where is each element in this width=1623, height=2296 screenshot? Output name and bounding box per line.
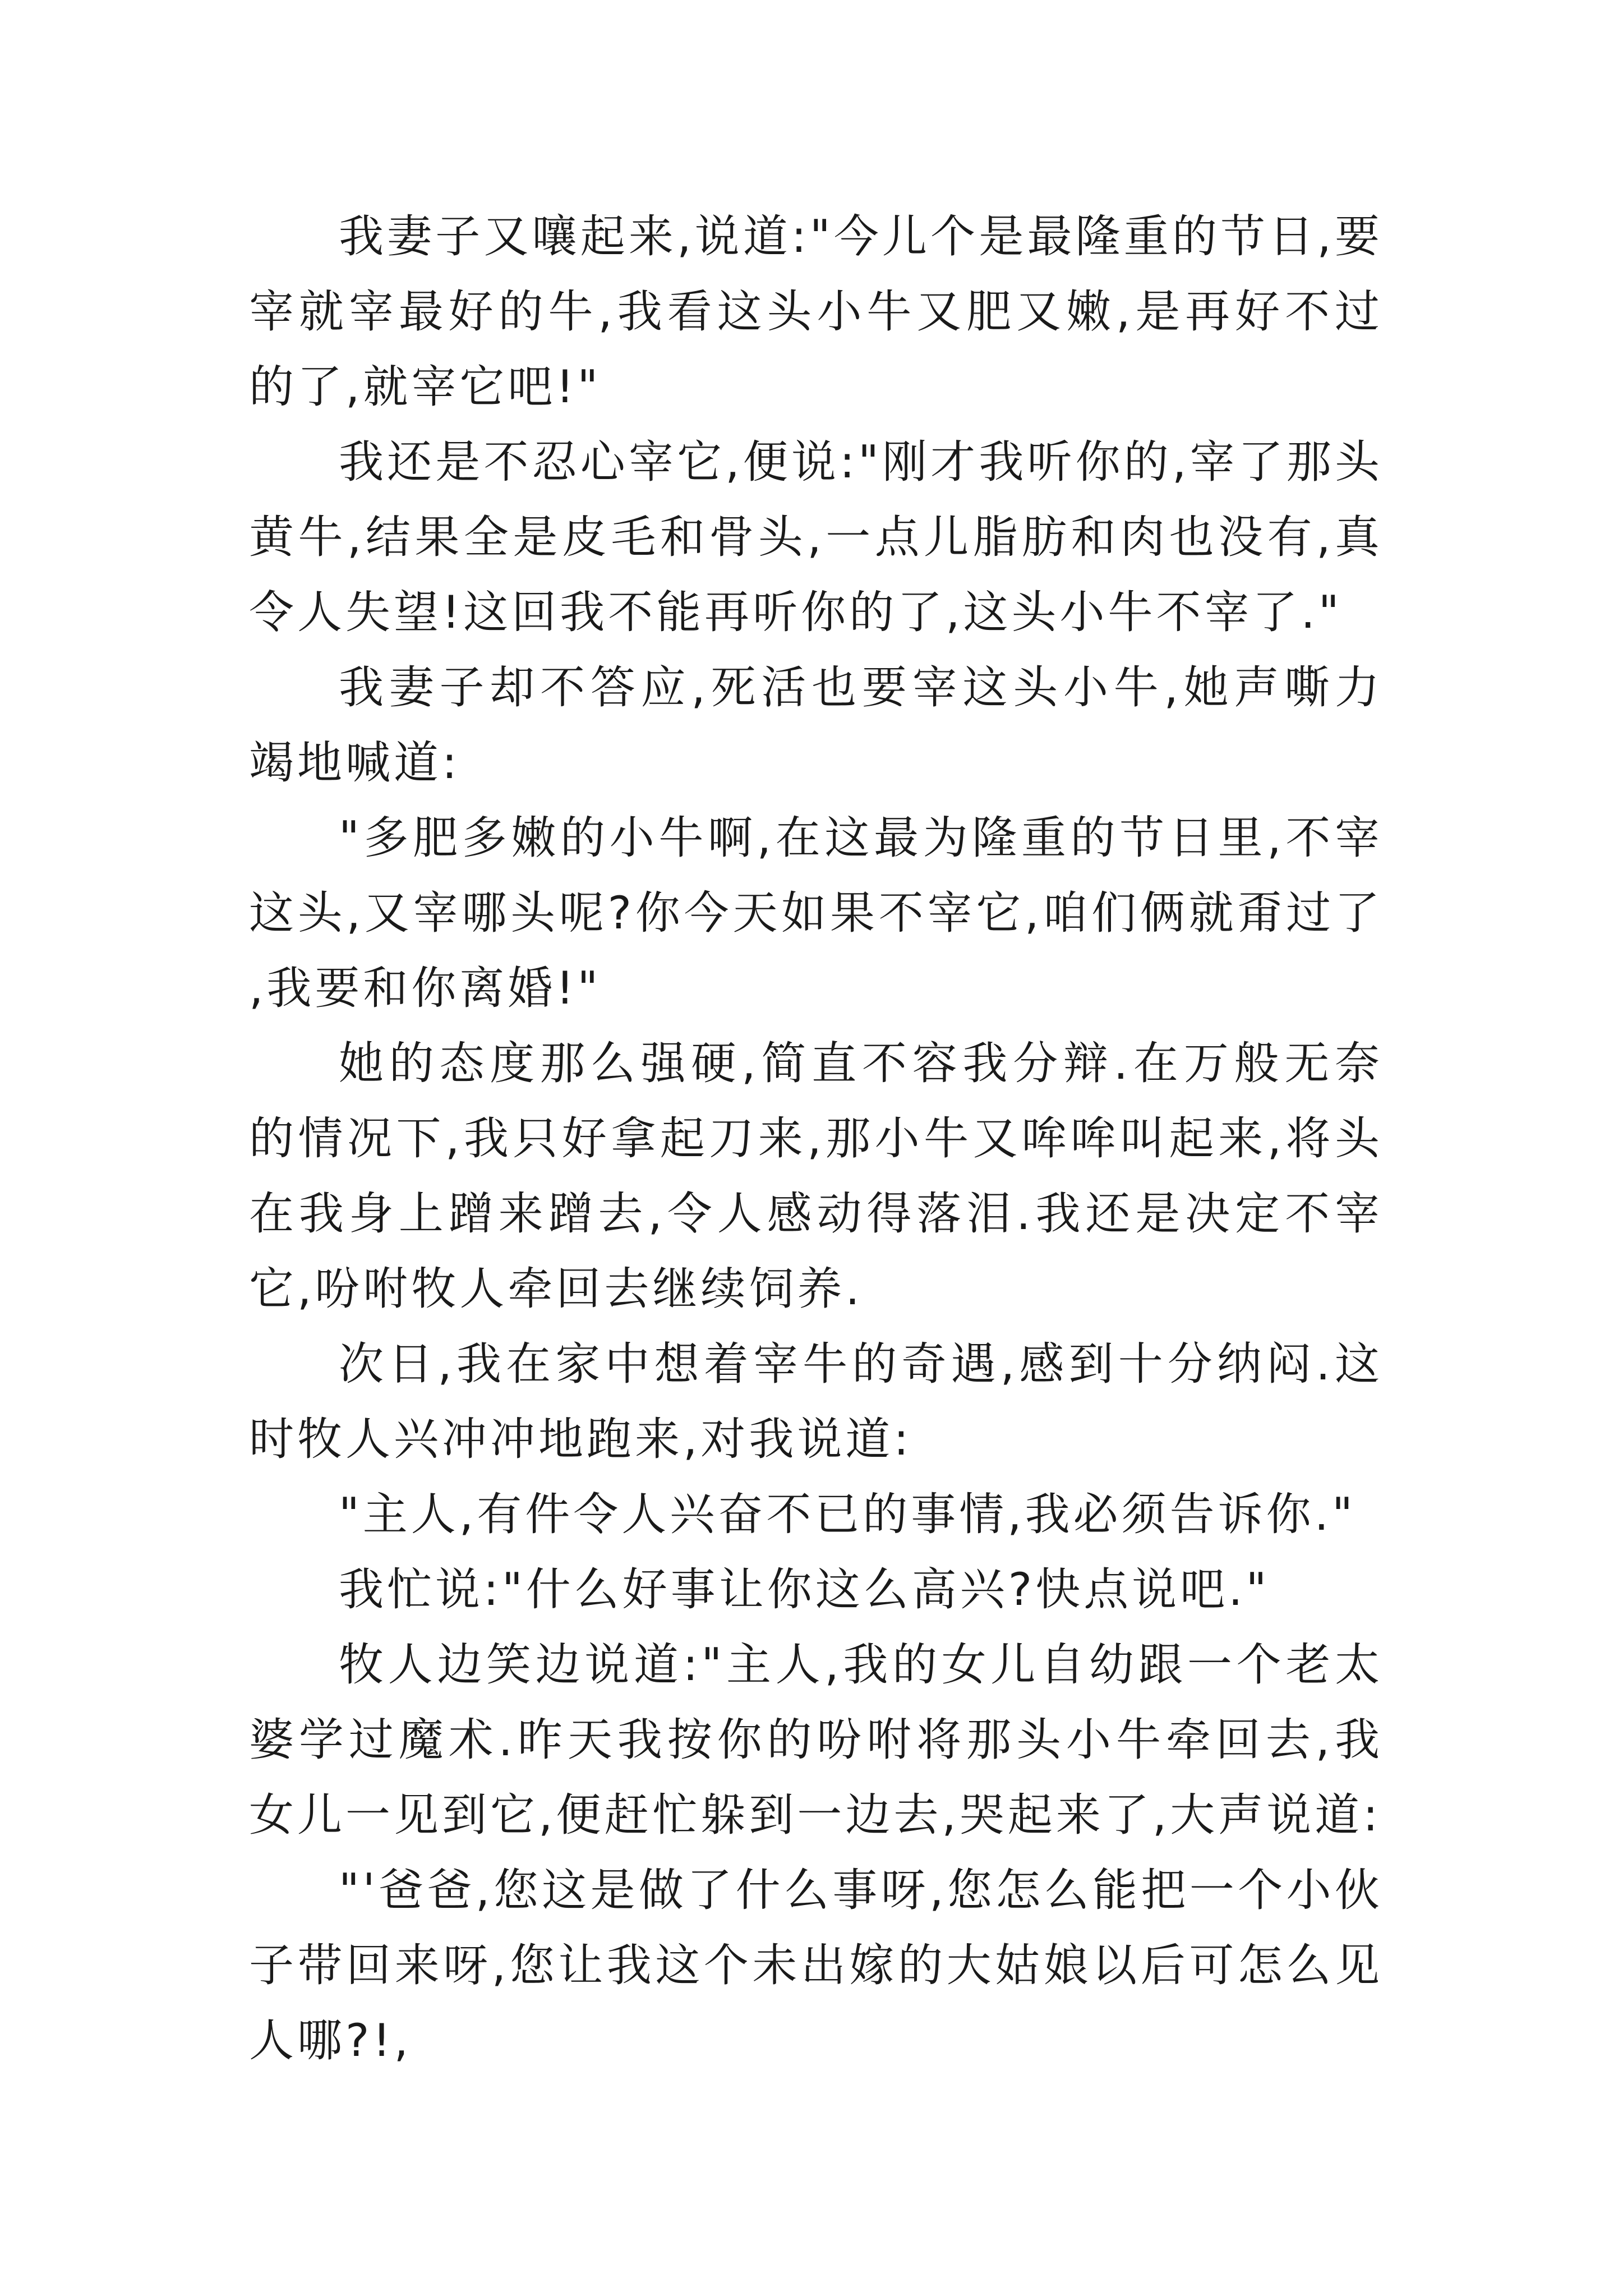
paragraph-7: "主人,有件令人兴奋不已的事情,我必须告诉你." [339,1488,1356,1540]
paragraph-10: "'爸爸,您这是做了什么事呀,您怎么能把一个小伙子带回来呀,您让我这个未出嫁的大姑娘以后可怎么见人哪?!, [249,1864,1383,2067]
body-text [249,199,1383,2078]
paragraph-3: 我妻子却不答应,死活也要宰这头小牛,她声嘶力竭地喊道: [249,661,1383,789]
paragraph-6: 次日,我在家中想着宰牛的奇遇,感到十分纳闷.这时牧人兴冲冲地跑来,对我说道: [249,1338,1383,1465]
paragraph-2: 我还是不忍心宰它,便说:"刚才我听你的,宰了那头黄牛,结果全是皮毛和骨头,一点儿脂肪和肉也没有,真令人失望!这回我不能再听你的了,这头小牛不宰了." [249,436,1383,638]
paragraph-4: "多肥多嫩的小牛啊,在这最为隆重的节日里,不宰这头,又宰哪头呢?你今天如果不宰它,咱们俩就甭过了,我要和你离婚!" [249,812,1383,1014]
paragraph-9: 牧人边笑边说道:"主人,我的女儿自幼跟一个老太婆学过魔术.昨天我按你的吩咐将那头小牛牵回去,我女儿一见到它,便赶忙躲到一边去,哭起来了,大声说道: [249,1639,1383,1841]
paragraph-5: 她的态度那么强硬,简直不容我分辩.在万般无奈的情况下,我只好拿起刀来,那小牛又哞哞叫起来,将头在我身上蹭来蹭去,令人感动得落泪.我还是决定不宰它,吩咐牧人牵回去继续饲养. [249,1037,1383,1315]
paragraph-8: 我忙说:"什么好事让你这么高兴?快点说吧." [339,1563,1270,1616]
paragraph-1: 我妻子又嚷起来,说道:"今儿个是最隆重的节日,要宰就宰最好的牛,我看这头小牛又肥又嫩,是再好不过的了,就宰它吧!" [249,210,1383,413]
